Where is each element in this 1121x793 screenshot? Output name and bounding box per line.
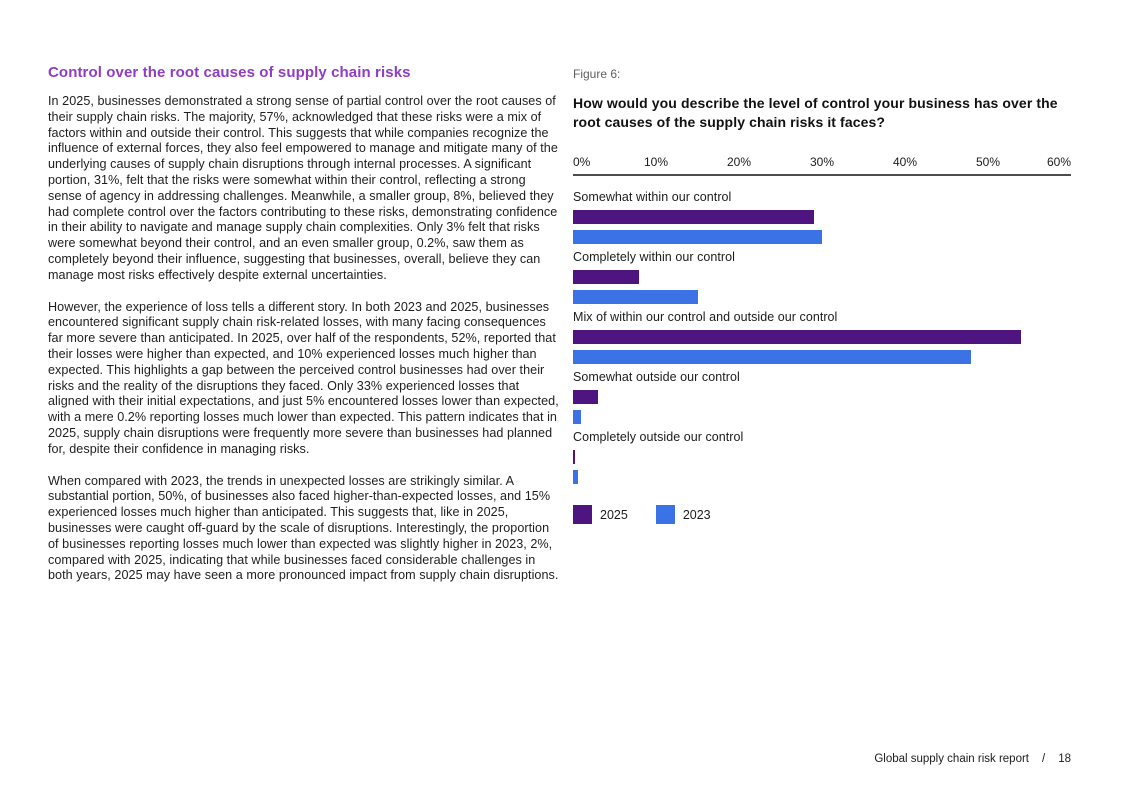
category-label: Completely within our control <box>573 250 735 264</box>
bar-2025 <box>573 330 1021 344</box>
section-heading: Control over the root causes of supply chain risks <box>48 64 411 81</box>
bar-2025 <box>573 270 639 284</box>
x-tick-label: 20% <box>726 155 752 169</box>
x-tick-label: 0% <box>573 155 591 169</box>
figure-column <box>573 67 1071 524</box>
bar-2023 <box>573 230 822 244</box>
body-paragraph: When compared with 2023, the trends in unexpected losses are strikingly similar. A substantial portion, 50%, of businesses also faced higher-than-expected losses, and 15% experienced losses much higher than anticipated. This suggests that, like in 2025, businesses were caught off-guard by the scale of disruptions. Interestingly, the proportion of businesses reporting losses much lower than expected was slightly higher in 2023, 2%, compared with 2025, indicating that while businesses faced considerable challenges in both years, 2025 may have seen a more pronounced impact from supply chain disruptions. <box>48 473 559 583</box>
x-tick-label: 60% <box>1046 155 1071 169</box>
legend-label-2023: 2023 <box>682 507 711 522</box>
category-label: Mix of within our control and outside our control <box>573 310 838 324</box>
legend-label-2025: 2025 <box>600 507 628 522</box>
figure-title: How would you describe the level of control your business has over the root causes of the supply chain risks it faces? <box>573 95 1058 130</box>
legend-item-2025 <box>573 505 628 524</box>
body-paragraph: In 2025, businesses demonstrated a strong sense of partial control over the root causes of their supply chain risks. The majority, 57%, acknowledged that these risks were a mix of factors within and outside their control. This suggests that while companies recognize the influence of external forces, they also feel empowered to manage and mitigate many of the underlying causes of supply chain disruptions through internal processes. A significant portion, 31%, felt that the risks were somewhat within their control, reflecting a strong sense of agency in addressing challenges. Meanwhile, a smaller group, 8%, believed they had complete control over the factors contributing to these risks, demonstrating confidence in their ability to navigate and manage supply chain complexities. Only 3% felt that risks were somewhat beyond their control, and an even smaller group, 0.2%, saw them as completely beyond their influence, suggesting that businesses, overall, believe they can manage most risks effectively despite external uncertainties. <box>48 94 558 282</box>
category-label: Somewhat within our control <box>573 190 732 204</box>
legend-swatch-2023 <box>656 505 675 524</box>
bar-2023 <box>573 470 578 484</box>
footer-page-number: 18 <box>1058 753 1071 765</box>
footer <box>874 753 1071 765</box>
article-column <box>48 63 562 600</box>
chart-row <box>573 371 1071 424</box>
chart-rows <box>573 191 1071 484</box>
chart-row <box>573 311 1071 364</box>
bar-2023 <box>573 350 971 364</box>
chart-legend <box>573 505 1071 524</box>
footer-report-name: Global supply chain risk report <box>874 753 1029 765</box>
x-tick-label: 10% <box>643 155 669 169</box>
chart-row <box>573 431 1071 484</box>
x-tick-label: 50% <box>975 155 1001 169</box>
bar-2025 <box>573 390 598 404</box>
legend-swatch-2025 <box>573 505 592 524</box>
bar-2025 <box>573 210 814 224</box>
bar-2023 <box>573 410 581 424</box>
category-label: Completely outside our control <box>573 430 744 444</box>
axis-line <box>573 174 1071 176</box>
bar-2023 <box>573 290 698 304</box>
footer-separator: / <box>1042 753 1046 765</box>
legend-item-2023 <box>656 505 711 524</box>
figure-label: Figure 6: <box>573 67 621 81</box>
chart-row <box>573 191 1071 244</box>
x-tick-label: 30% <box>809 155 835 169</box>
x-tick-label: 40% <box>892 155 918 169</box>
body-paragraph: However, the experience of loss tells a different story. In both 2023 and 2025, businesses encountered significant supply chain risk-related losses, with many facing consequences far more severe than anticipated. In 2025, over half of the respondents, 52%, reported that their losses were higher than expected, and 10% experienced losses much higher than expected. This highlights a gap between the perceived control businesses had over their risks and the reality of the disruptions they faced. Only 33% experienced losses that aligned with their initial expectations, and just 5% encountered losses lower than expected, with a mere 0.2% reporting losses much lower than expected. This pattern indicates that in 2025, supply chain disruptions were frequently more severe than businesses had planned for, despite their confidence in managing risks. <box>48 299 559 456</box>
bar-2025 <box>573 450 575 464</box>
category-label: Somewhat outside our control <box>573 370 740 384</box>
chart-row <box>573 251 1071 304</box>
x-axis <box>573 155 1071 171</box>
